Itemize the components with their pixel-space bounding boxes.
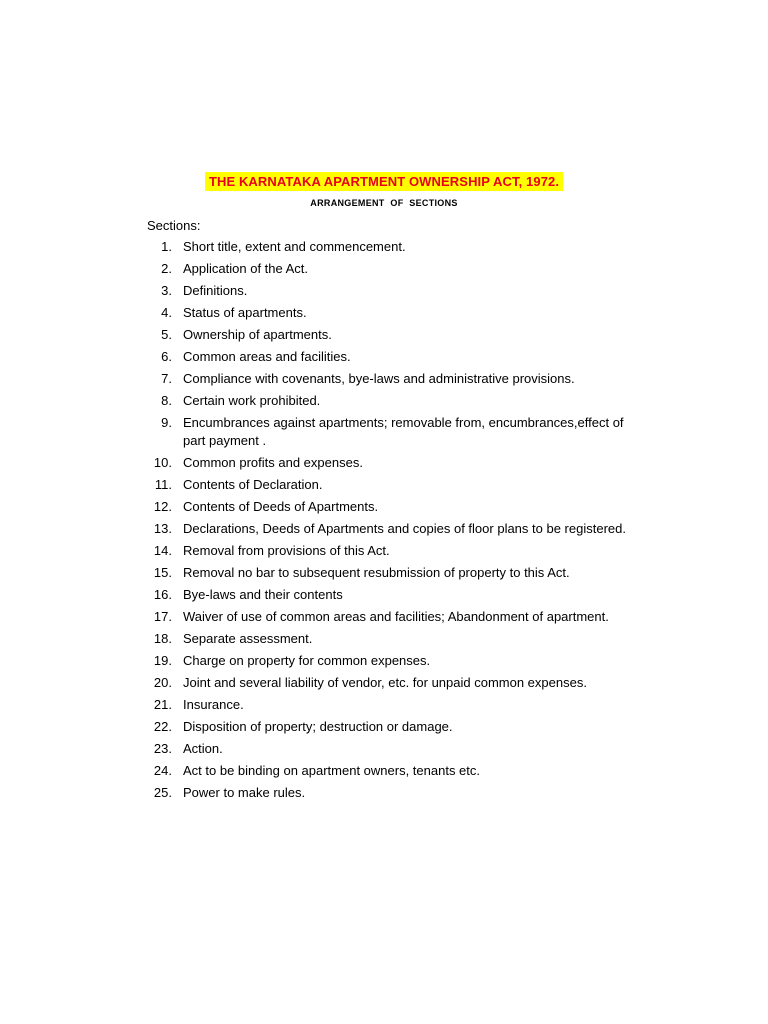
section-number: 15. xyxy=(153,564,172,580)
section-title: Application of the Act. xyxy=(183,261,309,276)
section-number: 3. xyxy=(161,283,172,298)
section-title: Common areas and facilities. xyxy=(183,349,351,364)
section-number: 4. xyxy=(161,305,172,320)
section-item xyxy=(147,652,627,670)
section-item xyxy=(147,586,627,604)
section-number: 25. xyxy=(153,784,172,800)
section-item xyxy=(147,718,627,736)
section-number: 22. xyxy=(153,718,172,734)
section-title: Status of apartments. xyxy=(183,305,307,320)
section-number: 2. xyxy=(161,261,172,276)
section-item xyxy=(147,696,627,714)
section-title: Waiver of use of common areas and facilities; Abandonment of apartment. xyxy=(183,608,609,624)
section-title: Removal from provisions of this Act. xyxy=(183,542,390,558)
section-item xyxy=(147,784,627,802)
section-item xyxy=(147,520,627,538)
section-number: 12. xyxy=(153,498,172,514)
section-number: 6. xyxy=(161,349,172,364)
section-title: Joint and several liability of vendor, etc. for unpaid common expenses. xyxy=(183,674,587,690)
section-item xyxy=(147,630,627,648)
section-number: 21. xyxy=(153,696,172,712)
title-container xyxy=(0,172,768,191)
section-number: 9. xyxy=(161,415,172,430)
section-title: Insurance. xyxy=(183,696,244,712)
section-item xyxy=(147,542,627,560)
sections-label: Sections: xyxy=(147,218,201,233)
section-number: 24. xyxy=(153,762,172,778)
section-title: Short title, extent and commencement. xyxy=(183,239,406,254)
section-title: Ownership of apartments. xyxy=(183,327,332,342)
section-title: Contents of Declaration. xyxy=(183,476,323,492)
section-item xyxy=(147,454,627,472)
section-title: Separate assessment. xyxy=(183,630,313,646)
section-number: 7. xyxy=(161,371,172,386)
section-number: 19. xyxy=(153,652,172,668)
section-number: 20. xyxy=(153,674,172,690)
section-item xyxy=(147,740,627,758)
section-item xyxy=(147,370,627,388)
document-title: THE KARNATAKA APARTMENT OWNERSHIP ACT, 1972. xyxy=(205,172,563,191)
section-number: 23. xyxy=(153,740,172,756)
section-title: Contents of Deeds of Apartments. xyxy=(183,498,379,514)
section-title: Act to be binding on apartment owners, tenants etc. xyxy=(183,762,481,778)
section-item xyxy=(147,564,627,582)
document-subtitle: ARRANGEMENT OF SECTIONS xyxy=(310,198,458,208)
section-title: Action. xyxy=(183,740,223,756)
section-title: Definitions. xyxy=(183,283,248,298)
section-number: 14. xyxy=(153,542,172,558)
section-title: Declarations, Deeds of Apartments and copies of floor plans to be registered. xyxy=(183,520,626,536)
section-number: 5. xyxy=(161,327,172,342)
section-title: Common profits and expenses. xyxy=(183,454,363,470)
section-item xyxy=(147,260,627,278)
section-number: 10. xyxy=(153,454,172,470)
section-title: Removal no bar to subsequent resubmission of property to this Act. xyxy=(183,564,570,580)
section-title: Bye-laws and their contents xyxy=(183,586,343,602)
section-item xyxy=(147,498,627,516)
section-item xyxy=(147,608,627,626)
section-title: Compliance with covenants, bye-laws and administrative provisions. xyxy=(183,371,575,386)
section-number: 16. xyxy=(153,586,172,602)
section-title: Disposition of property; destruction or damage. xyxy=(183,718,453,734)
section-number: 1. xyxy=(161,239,172,254)
section-number: 11. xyxy=(154,476,172,492)
section-number: 8. xyxy=(161,393,172,408)
section-item xyxy=(147,282,627,300)
section-number: 18. xyxy=(153,630,172,646)
section-item xyxy=(147,414,627,449)
section-item xyxy=(147,674,627,692)
section-title: Charge on property for common expenses. xyxy=(183,652,431,668)
section-item xyxy=(147,304,627,322)
section-item xyxy=(147,238,627,256)
sections-list xyxy=(147,238,627,806)
section-number: 13. xyxy=(153,520,172,536)
section-item xyxy=(147,476,627,494)
section-title: Certain work prohibited. xyxy=(183,393,321,408)
section-item xyxy=(147,326,627,344)
section-item xyxy=(147,762,627,780)
section-item xyxy=(147,392,627,410)
section-item xyxy=(147,348,627,366)
section-number: 17. xyxy=(153,608,172,624)
section-title: Power to make rules. xyxy=(183,784,306,800)
section-title: Encumbrances against apartments; removable from, encumbrances,effect of part payment . xyxy=(183,415,624,448)
